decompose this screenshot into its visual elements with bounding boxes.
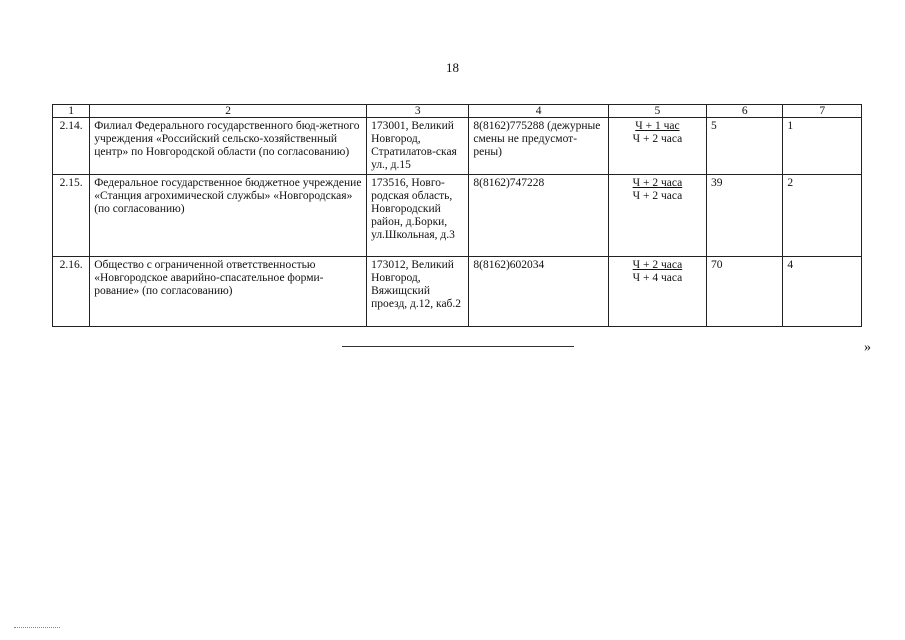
- organization-phone: 8(8162)775288 (дежурные смены не предусмот-рены): [469, 118, 608, 175]
- row-number: 2.15.: [53, 175, 90, 257]
- col6-value: 39: [706, 175, 782, 257]
- table-row: [53, 118, 862, 175]
- organization-address: 173001, Великий Новгород, Стратилатов-ская ул., д.15: [367, 118, 469, 175]
- header-col-5: 5: [608, 105, 706, 118]
- header-col-6: 6: [706, 105, 782, 118]
- organization-name: Общество с ограниченной ответственностью «Новгородское аварийно-спасательное форми-рование» (по согласованию): [90, 257, 367, 327]
- organization-phone: 8(8162)747228: [469, 175, 608, 257]
- header-col-3: 3: [367, 105, 469, 118]
- readiness-time-top: Ч + 1 час: [635, 120, 680, 132]
- readiness-time-bottom: Ч + 4 часа: [632, 272, 683, 284]
- organization-address: 173516, Новго-родская область, Новгородский район, д.Борки, ул.Школьная, д.3: [367, 175, 469, 257]
- readiness-time-bottom: Ч + 2 часа: [632, 133, 683, 145]
- col6-value: 5: [706, 118, 782, 175]
- header-col-4: 4: [469, 105, 608, 118]
- footer-mark: [14, 627, 60, 628]
- header-col-2: 2: [90, 105, 367, 118]
- organization-name: Филиал Федерального государственного бюд-жетного учреждения «Российский сельско-хозяйственный центр» по Новгородской области (по согласованию): [90, 118, 367, 175]
- organizations-table: [52, 104, 862, 327]
- header-col-7: 7: [783, 105, 862, 118]
- section-divider: [342, 346, 574, 347]
- readiness-time: [608, 175, 706, 257]
- organization-address: 173012, Великий Новгород, Вяжищский проезд, д.12, каб.2: [367, 257, 469, 327]
- readiness-time-top: Ч + 2 часа: [632, 177, 683, 189]
- header-col-1: 1: [53, 105, 90, 118]
- organization-phone: 8(8162)602034: [469, 257, 608, 327]
- closing-quote: »: [864, 340, 871, 355]
- col7-value: 1: [783, 118, 862, 175]
- table-row: [53, 257, 862, 327]
- row-number: 2.16.: [53, 257, 90, 327]
- page-number: 18: [446, 60, 459, 75]
- col7-value: 2: [783, 175, 862, 257]
- table-row: [53, 175, 862, 257]
- organization-name: Федеральное государственное бюджетное учреждение «Станция агрохимической службы» «Новгородская» (по согласованию): [90, 175, 367, 257]
- header-row: [53, 105, 862, 118]
- readiness-time-top: Ч + 2 часа: [632, 259, 683, 271]
- readiness-time-bottom: Ч + 2 часа: [632, 190, 683, 202]
- readiness-time: [608, 257, 706, 327]
- col6-value: 70: [706, 257, 782, 327]
- readiness-time: [608, 118, 706, 175]
- col7-value: 4: [783, 257, 862, 327]
- row-number: 2.14.: [53, 118, 90, 175]
